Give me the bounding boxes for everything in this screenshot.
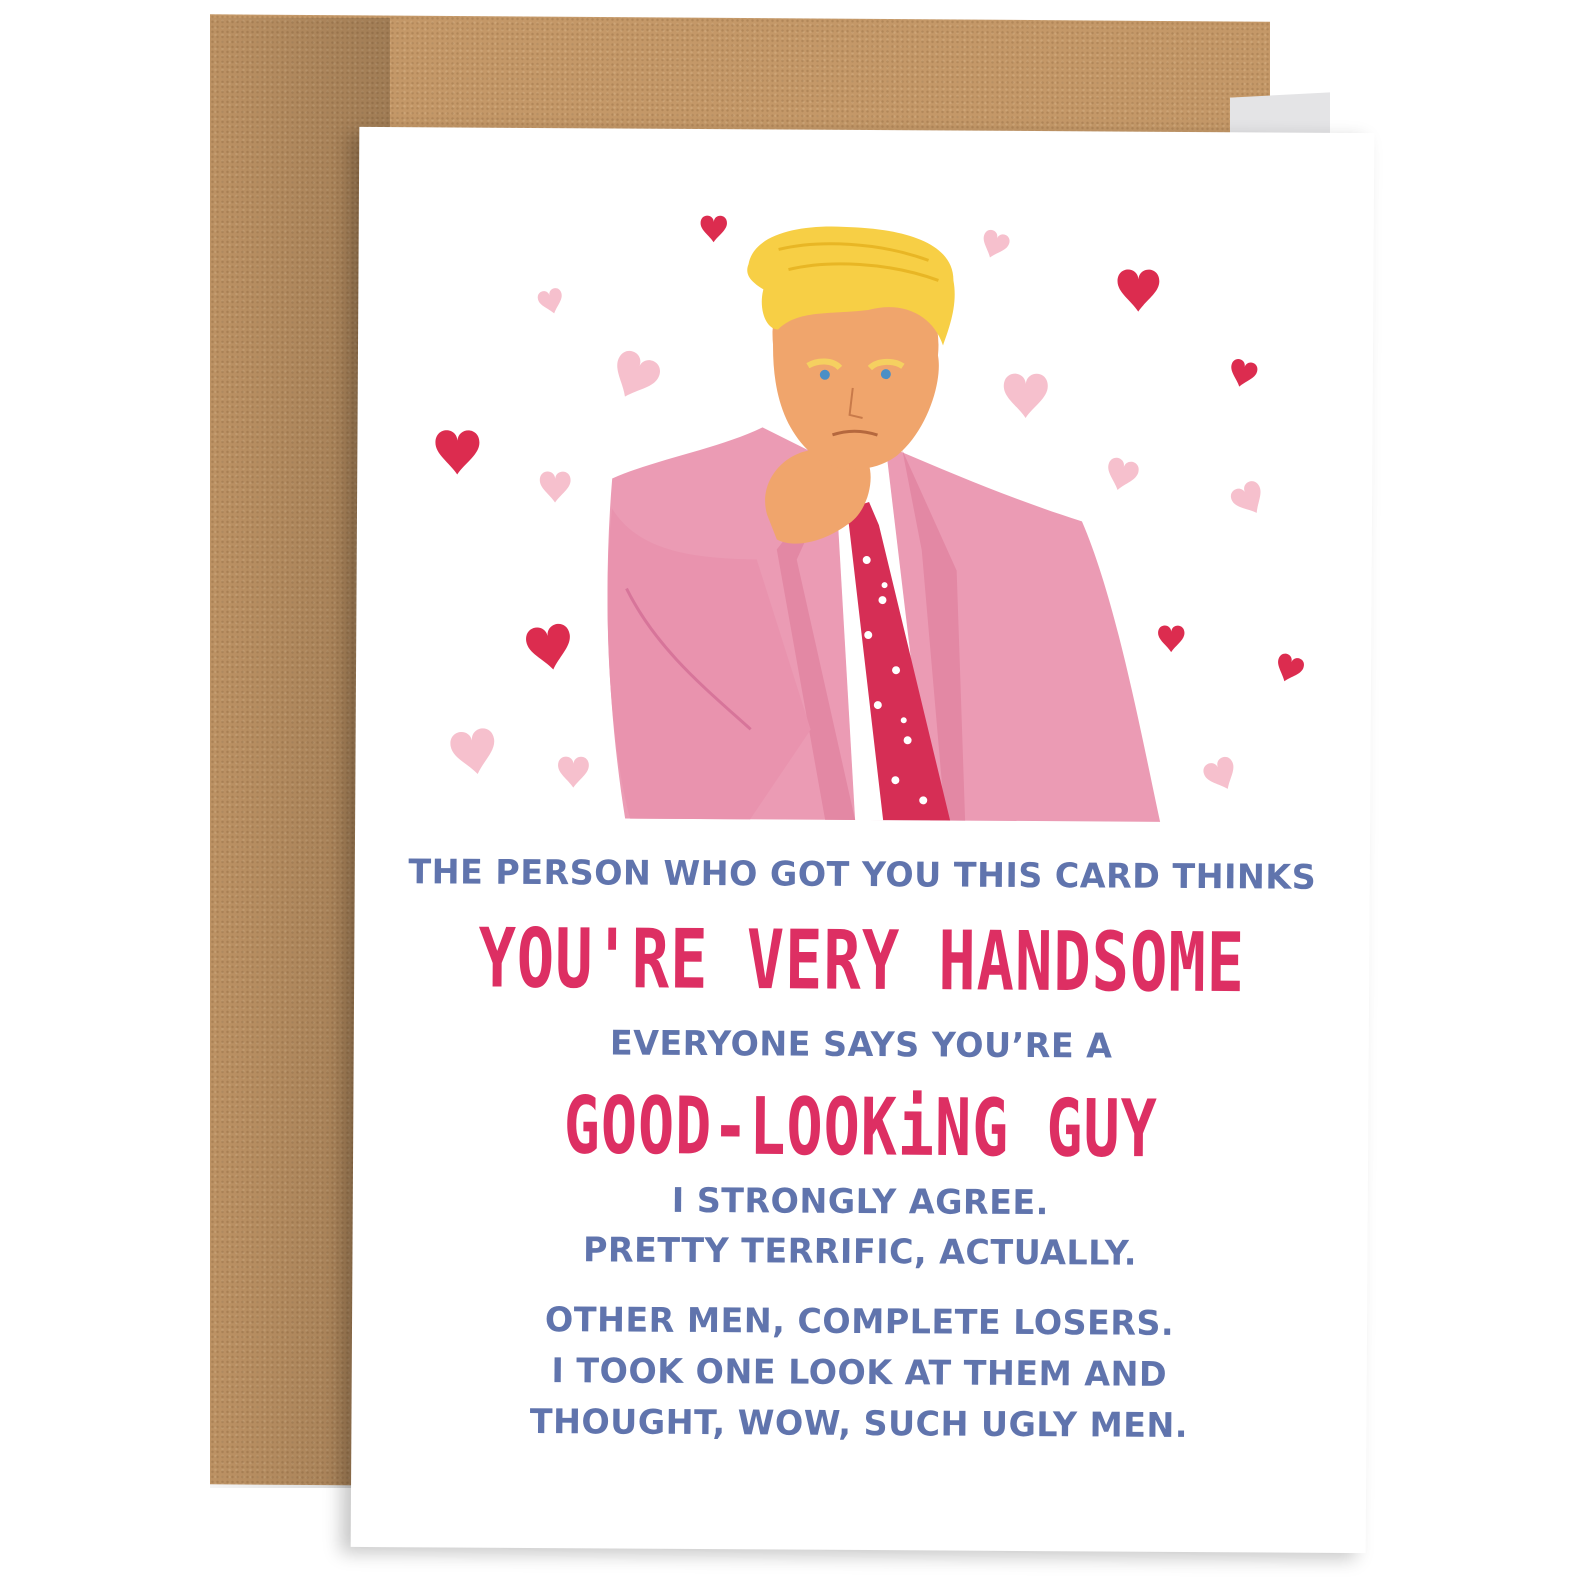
- greeting-card: [351, 127, 1375, 1553]
- middle-wrap: [354, 1025, 1369, 1065]
- heart-icon: [449, 727, 500, 778]
- heart-icon: [700, 216, 727, 243]
- heart-icon: [540, 471, 571, 502]
- heart-icon: [1201, 754, 1242, 795]
- closing-wrap: [351, 1302, 1367, 1444]
- heart-icon: [1103, 456, 1141, 494]
- headline-2-wrap: [353, 1079, 1368, 1177]
- pointing-man-illustration: [606, 225, 1164, 822]
- closing-line-2: I TOOK ONE LOOK AT THEM AND: [551, 1351, 1168, 1395]
- intro-line: THE PERSON WHO GOT YOU THIS CARD THINKS: [408, 852, 1317, 898]
- closing-line-3: THOUGHT, WOW, SUCH UGLY MEN.: [529, 1401, 1189, 1446]
- agree-wrap: [352, 1182, 1367, 1272]
- headline-1-wrap: [354, 909, 1369, 1011]
- card-message: [355, 852, 1370, 898]
- heart-icon: [978, 228, 1012, 262]
- closing-line-1: OTHER MEN, COMPLETE LOSERS.: [544, 1300, 1175, 1344]
- heart-icon: [435, 430, 479, 475]
- headline-good-looking: GOOD-LOOKiNG GUY: [563, 1079, 1159, 1177]
- agree-line-1: I STRONGLY AGREE.: [671, 1180, 1049, 1224]
- card-illustration: [355, 127, 1374, 853]
- heart-icon: [536, 287, 566, 317]
- heart-icon: [1227, 358, 1259, 391]
- heart-icon: [1228, 478, 1270, 520]
- headline-handsome: YOU'RE VERY HANDSOME: [478, 909, 1246, 1011]
- heart-icon: [1004, 374, 1048, 419]
- heart-icon: [524, 622, 575, 673]
- heart-icon: [1272, 652, 1306, 686]
- heart-icon: [558, 757, 589, 788]
- middle-line: EVERYONE SAYS YOU’RE A: [609, 1023, 1113, 1067]
- heart-icon: [1158, 625, 1185, 652]
- heart-icon: [605, 347, 664, 406]
- heart-icon: [1117, 269, 1159, 311]
- agree-line-2: PRETTY TERRIFIC, ACTUALLY.: [582, 1230, 1138, 1274]
